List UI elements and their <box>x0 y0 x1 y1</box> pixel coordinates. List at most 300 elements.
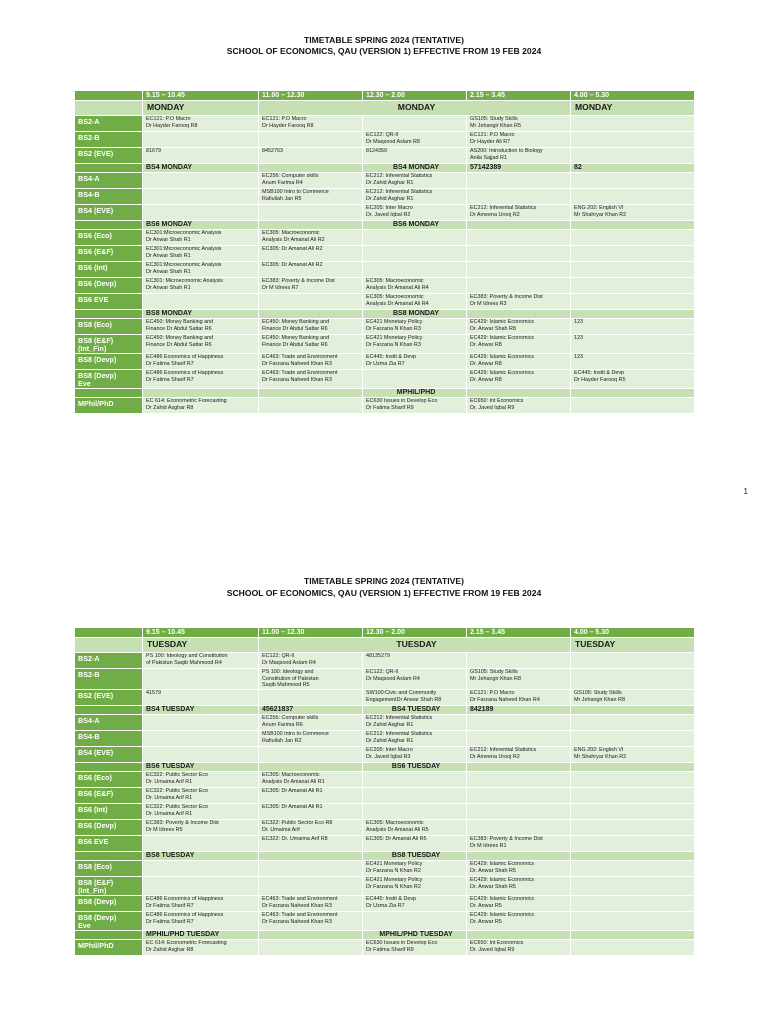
section-subheader-row <box>75 221 695 230</box>
class-cell <box>571 715 695 731</box>
section-cell <box>259 310 363 319</box>
row-label: BS6 (E&F) <box>75 246 143 262</box>
section-cell: 45621837 <box>259 706 363 715</box>
class-cell: EC122: QR-II Dr Maqsood Aslam R4 <box>259 653 363 669</box>
class-cell: EC450: Money Banking and Finance Dr Abdul Sattar R6 <box>143 319 259 335</box>
timetable-row <box>75 836 695 852</box>
class-cell <box>363 116 467 132</box>
class-cell: EC 614: Econometric Forecasting Dr Zahid Asghar R8 <box>143 398 259 414</box>
timetable-row <box>75 205 695 221</box>
class-cell <box>467 788 571 804</box>
class-cell: EC445: Instit & Devp Dr Uzma Zia R7 <box>363 354 467 370</box>
section-cell <box>467 389 571 398</box>
class-cell <box>467 653 571 669</box>
page-number: 1 <box>743 487 748 496</box>
class-cell: EC121: P.O Macro Dr Hayder Ali R7 <box>467 132 571 148</box>
class-cell: EC429: Islamic Economics Dr. Anwar R5 <box>467 912 571 931</box>
class-cell: EC121: P.O Macro Dr Farzana Naheed Khan R4 <box>467 690 571 706</box>
timetable-row <box>75 335 695 354</box>
class-cell <box>467 246 571 262</box>
class-cell <box>143 731 259 747</box>
section-title-left: BS8 MONDAY <box>143 310 259 319</box>
class-cell: EC445: Instit & Devp Dr Hayder Farooq R5 <box>571 370 695 389</box>
day-label-last: TUESDAY <box>571 638 695 653</box>
class-cell: EC301:Microeconomic Analysis Dr Anwar Shah R1 <box>143 246 259 262</box>
class-cell <box>571 940 695 956</box>
class-cell: EC205: Inter Macro Dr. Javed Iqbal R3 <box>363 747 467 763</box>
class-cell: 8452763 <box>259 148 363 164</box>
class-cell <box>467 230 571 246</box>
section-row-label-blank <box>75 310 143 319</box>
class-cell <box>143 189 259 205</box>
row-label: BS8 (Eco) <box>75 319 143 335</box>
class-cell <box>363 804 467 820</box>
time-slot-4: 2.15 – 3.45 <box>467 91 571 101</box>
class-cell: EC301: Microeconomic Analysis Dr Anwar Shah R1 <box>143 278 259 294</box>
timetable-row <box>75 262 695 278</box>
day-header-row <box>75 638 695 653</box>
section-subheader-row <box>75 763 695 772</box>
section-cell <box>571 389 695 398</box>
page-title-line2: SCHOOL OF ECONOMICS, QAU (VERSION 1) EFFECTIVE FROM 19 FEB 2024 <box>226 46 542 56</box>
class-cell: 48135279 <box>363 653 467 669</box>
day-label-last: MONDAY <box>571 101 695 116</box>
timetable-row <box>75 370 695 389</box>
class-cell <box>363 912 467 931</box>
row-label: BS2-B <box>75 669 143 690</box>
section-title-left: MPHIL/PHD TUESDAY <box>143 931 259 940</box>
class-cell <box>571 230 695 246</box>
time-slot-3: 12.30 – 2.00 <box>363 91 467 101</box>
class-cell: EC122: QR-II Dr Maqsood Aslam R8 <box>363 132 467 148</box>
class-cell <box>467 731 571 747</box>
day-label-first: MONDAY <box>143 101 259 116</box>
class-cell <box>363 772 467 788</box>
row-label: BS2-A <box>75 653 143 669</box>
timetable-row <box>75 230 695 246</box>
timetable-row <box>75 653 695 669</box>
section-title-center: BS4 TUESDAY <box>363 706 467 715</box>
timetable-row <box>75 354 695 370</box>
row-label: BS8 (Devp) <box>75 896 143 912</box>
section-title-left: BS8 TUESDAY <box>143 852 259 861</box>
class-cell <box>259 205 363 221</box>
class-cell <box>571 861 695 877</box>
section-title-center: BS8 MONDAY <box>363 310 467 319</box>
row-label: BS2 (EVE) <box>75 690 143 706</box>
class-cell: EC305: Macroeconomic Analysis Dr Amanat Ali R5 <box>363 820 467 836</box>
section-subheader-row <box>75 931 695 940</box>
timetable-row <box>75 690 695 706</box>
section-title-center: BS4 MONDAY <box>363 164 467 173</box>
section-cell <box>467 221 571 230</box>
class-cell: EC322: Dr. Umaima Arif R8 <box>259 836 363 852</box>
class-cell <box>143 747 259 763</box>
class-cell: EC463: Trade and Environment Dr Farzana Naheed Khan R3 <box>259 896 363 912</box>
class-cell: MSB100 Intro to Commerce Rafiullah Jan R2 <box>259 731 363 747</box>
class-cell <box>467 173 571 189</box>
class-cell <box>259 690 363 706</box>
row-label: BS2-A <box>75 116 143 132</box>
class-cell <box>571 173 695 189</box>
class-cell <box>259 940 363 956</box>
row-label: BS2 (EVE) <box>75 148 143 164</box>
row-label: BS6 (Int) <box>75 804 143 820</box>
timetable-row <box>75 294 695 310</box>
class-cell: AS200: Introduction to Biology Anila Sajjad R1 <box>467 148 571 164</box>
class-cell: EC421 Monetary Policy Dr Farzana N Khan R2 <box>363 877 467 896</box>
section-title-center: BS6 TUESDAY <box>363 763 467 772</box>
section-title-center: BS6 MONDAY <box>363 221 467 230</box>
section-subheader-row <box>75 852 695 861</box>
section-title-left: BS4 MONDAY <box>143 164 259 173</box>
section-title-left: BS6 TUESDAY <box>143 763 259 772</box>
row-label: BS4-B <box>75 731 143 747</box>
timetable-row <box>75 246 695 262</box>
class-cell <box>571 772 695 788</box>
timetable-row <box>75 940 695 956</box>
timetable-monday <box>74 90 695 414</box>
section-row-label-blank <box>75 706 143 715</box>
section-title-center: MPHIL/PHD TUESDAY <box>363 931 467 940</box>
row-label: BS2-B <box>75 132 143 148</box>
day-label-first: TUESDAY <box>143 638 259 653</box>
timetable-row <box>75 132 695 148</box>
class-cell: ENG 202: English VI Mr Shahryar Khan R2 <box>571 747 695 763</box>
class-cell <box>259 861 363 877</box>
section-title-left: BS6 MONDAY <box>143 221 259 230</box>
class-cell: EC429: Islamic Economics Dr. Anwar R8 <box>467 335 571 354</box>
class-cell: EC301:Microeconomic Analysis Dr Anwar Shah R1 <box>143 262 259 278</box>
row-label: BS8 (Devp) Eve <box>75 370 143 389</box>
section-cell <box>259 763 363 772</box>
class-cell: EC463: Trade and Environment Dr Farzana Naheed Khan R3 <box>259 912 363 931</box>
class-cell: EC212: Inferential Statistics Dr Ameena Urooj R2 <box>467 205 571 221</box>
class-cell <box>259 398 363 414</box>
class-cell <box>259 747 363 763</box>
row-label: BS8 (Devp) Eve <box>75 912 143 931</box>
class-cell: 123 <box>571 319 695 335</box>
section-row-label-blank <box>75 389 143 398</box>
class-cell: EC301:Microeconomic Analysis Dr Anwar Shah R1 <box>143 230 259 246</box>
corner-cell <box>75 628 143 638</box>
class-cell <box>143 715 259 731</box>
section-cell <box>259 389 363 398</box>
class-cell <box>259 877 363 896</box>
time-slot-4: 2.15 – 3.45 <box>467 628 571 638</box>
class-cell <box>571 148 695 164</box>
class-cell: GS105: Study Skills Mr Jehangir Khan R8 <box>467 669 571 690</box>
class-cell <box>259 294 363 310</box>
class-cell: EC322: Public Sector Eco R8 Dr. Umaima Arif <box>259 820 363 836</box>
class-cell: ENG 202: English VI Mr Shahryar Khan R2 <box>571 205 695 221</box>
time-slot-3: 12.30 – 2.00 <box>363 628 467 638</box>
section-cell <box>571 931 695 940</box>
time-slot-5: 4.00 – 5.30 <box>571 91 695 101</box>
row-label: BS4-B <box>75 189 143 205</box>
class-cell: PS 100: Ideology and Constitution of Pakistan Saqib Mahmood R4 <box>143 653 259 669</box>
day-header-blank <box>75 638 143 653</box>
row-label: BS6 (Int) <box>75 262 143 278</box>
class-cell: EC383: Poverty & Income Dist Dr M Idrees R7 <box>259 278 363 294</box>
class-cell <box>571 132 695 148</box>
time-slot-2: 11.00 – 12.30 <box>259 91 363 101</box>
class-cell: EC630 Issues in Develop Eco Dr Fatima Sharif R9 <box>363 940 467 956</box>
class-cell: EC 614: Econometric Forecasting Dr Zahid Asghar R8 <box>143 940 259 956</box>
section-title-center: MPHIL/PHD <box>363 389 467 398</box>
class-cell <box>143 294 259 310</box>
row-label: BS8 (E&F) (Int_Fin) <box>75 877 143 896</box>
class-cell: EC305: Dr Amanat Ali R5 <box>363 836 467 852</box>
timetable-row <box>75 148 695 164</box>
class-cell: GS105: Study Skills Mr Jehangir Khan R5 <box>467 116 571 132</box>
class-cell <box>571 189 695 205</box>
class-cell <box>363 246 467 262</box>
section-row-label-blank <box>75 931 143 940</box>
class-cell: EC486 Economics of Happiness Dr Fatima Sharif R7 <box>143 896 259 912</box>
section-cell: 57142389 <box>467 164 571 173</box>
section-cell <box>571 221 695 230</box>
time-slot-1: 9.15 – 10.45 <box>143 91 259 101</box>
page-title-line1: TIMETABLE SPRING 2024 (TENTATIVE) <box>304 576 464 586</box>
timetable-row <box>75 788 695 804</box>
section-subheader-row <box>75 310 695 319</box>
class-cell: EC463: Trade and Environment Dr Farzana Naheed Khan R3 <box>259 370 363 389</box>
class-cell: EC305: Macroeconomic Analysis Dr Amanat Ali R2 <box>259 230 363 246</box>
section-cell: 82 <box>571 164 695 173</box>
class-cell: EC212: Inferential Statistics Dr Zahid Asghar R1 <box>363 189 467 205</box>
section-subheader-row <box>75 706 695 715</box>
class-cell <box>571 278 695 294</box>
class-cell: EC486 Economics of Happiness Dr Fatima Sharif R7 <box>143 370 259 389</box>
section-cell <box>467 852 571 861</box>
class-cell: EC305: Dr Amanat Ali R1 <box>259 804 363 820</box>
class-cell: EC322: Public Sector Eco Dr. Umaima Arif R1 <box>143 772 259 788</box>
class-cell: EC445: Instit & Devp Dr Uzma Zia R7 <box>363 896 467 912</box>
row-label: BS8 (E&F) (Int_Fin) <box>75 335 143 354</box>
row-label: BS6 (Devp) <box>75 278 143 294</box>
class-cell: EC305: Dr Amanat Ali R2 <box>259 246 363 262</box>
class-cell: EC650: Int Economics Dr. Javed Iqbal R9 <box>467 398 571 414</box>
day-label-center: TUESDAY <box>259 638 571 653</box>
class-cell <box>571 804 695 820</box>
class-cell: MSB100 Intro to Commerce Rafiullah Jan R5 <box>259 189 363 205</box>
class-cell <box>571 294 695 310</box>
row-label: MPhil/PhD <box>75 940 143 956</box>
class-cell <box>571 653 695 669</box>
day-label-center: MONDAY <box>259 101 571 116</box>
class-cell: EC429: Islamic Economics Dr. Anwar Shah R5 <box>467 877 571 896</box>
section-cell <box>467 763 571 772</box>
class-cell <box>467 820 571 836</box>
section-cell <box>571 852 695 861</box>
timetable-row <box>75 896 695 912</box>
class-cell: EC212: Inferential Statistics Dr Ameena Urooj R2 <box>467 747 571 763</box>
section-cell <box>259 164 363 173</box>
class-cell <box>571 669 695 690</box>
day-header-blank <box>75 101 143 116</box>
section-cell <box>259 852 363 861</box>
class-cell <box>143 836 259 852</box>
section-title-left: BS4 TUESDAY <box>143 706 259 715</box>
class-cell: 123 <box>571 335 695 354</box>
class-cell: EC305: Macroeconomic Analysis Dr Amanat Ali R4 <box>363 278 467 294</box>
timetable-row <box>75 772 695 788</box>
section-cell <box>467 931 571 940</box>
row-label: BS6 (Devp) <box>75 820 143 836</box>
class-cell: EC212: Inferential Statistics Dr Zahid Asghar R1 <box>363 173 467 189</box>
row-label: BS6 EVE <box>75 294 143 310</box>
section-cell <box>259 221 363 230</box>
class-cell <box>143 861 259 877</box>
class-cell <box>571 836 695 852</box>
class-cell: EC212: Inferential Statistics Dr Zahid Asghar R1 <box>363 731 467 747</box>
timetable-row <box>75 398 695 414</box>
class-cell <box>571 731 695 747</box>
page-title-line2: SCHOOL OF ECONOMICS, QAU (VERSION 1) EFFECTIVE FROM 19 FEB 2024 <box>226 588 542 598</box>
class-cell <box>571 820 695 836</box>
time-slot-header-row <box>75 91 695 101</box>
timetable-row <box>75 820 695 836</box>
class-cell: EC429: Islamic Economics Dr. Anwar R8 <box>467 354 571 370</box>
class-cell: 8124359 <box>363 148 467 164</box>
timetable-row <box>75 278 695 294</box>
row-label: BS6 (E&F) <box>75 788 143 804</box>
class-cell: EC429: Islamic Economics Dr. Anwar R8 <box>467 370 571 389</box>
class-cell <box>467 804 571 820</box>
class-cell <box>571 912 695 931</box>
class-cell <box>571 877 695 896</box>
class-cell <box>571 116 695 132</box>
class-cell <box>259 132 363 148</box>
time-slot-2: 11.00 – 12.30 <box>259 628 363 638</box>
class-cell <box>143 173 259 189</box>
time-slot-1: 9.15 – 10.45 <box>143 628 259 638</box>
timetable-row <box>75 804 695 820</box>
class-cell <box>363 788 467 804</box>
timetable-row <box>75 861 695 877</box>
row-label: BS4-A <box>75 715 143 731</box>
timetable-row <box>75 747 695 763</box>
timetable-row <box>75 669 695 690</box>
section-cell <box>259 931 363 940</box>
row-label: BS8 (Eco) <box>75 861 143 877</box>
class-cell: EC121: P.O Macro Dr Hayder Farooq R8 <box>259 116 363 132</box>
class-cell: EC256: Computer skills Anum Farima R4 <box>259 173 363 189</box>
class-cell: EC121: P.O Macro Dr Hayder Farooq R8 <box>143 116 259 132</box>
section-subheader-row <box>75 164 695 173</box>
class-cell: EC322: Public Sector Eco Dr. Umaima Arif R1 <box>143 788 259 804</box>
class-cell: EC122: QR-II Dr Maqsood Aslam R4 <box>363 669 467 690</box>
time-slot-5: 4.00 – 5.30 <box>571 628 695 638</box>
section-row-label-blank <box>75 763 143 772</box>
class-cell: EC205: Inter Macro Dr. Javed Iqbal R2 <box>363 205 467 221</box>
class-cell: 41579 <box>143 690 259 706</box>
class-cell: EC383: Poverty & Income Dist Dr M Idrees R3 <box>467 294 571 310</box>
class-cell: EC429: Islamic Economics Dr. Anwar Shah R8 <box>467 319 571 335</box>
class-cell <box>571 896 695 912</box>
class-cell: EC650: Int Economics Dr. Javed Iqbal R9 <box>467 940 571 956</box>
class-cell <box>143 132 259 148</box>
timetable-tuesday <box>74 627 695 956</box>
class-cell: EC486 Economics of Happiness Dr Fatima Sharif R7 <box>143 912 259 931</box>
row-label: BS8 (Devp) <box>75 354 143 370</box>
section-cell <box>571 763 695 772</box>
timetable-row <box>75 877 695 896</box>
class-cell: EC450: Money Banking and Finance Dr Abdul Sattar R6 <box>259 335 363 354</box>
class-cell: EC429: Islamic Economics Dr. Anwar Shah R5 <box>467 861 571 877</box>
timetable-row <box>75 189 695 205</box>
section-row-label-blank <box>75 221 143 230</box>
class-cell: SW100:Civic and Community EngagementDr Anwar Shah R8 <box>363 690 467 706</box>
class-cell <box>143 205 259 221</box>
class-cell: EC305: Macroeconomic Analysis Dr Amanat Ali R4 <box>363 294 467 310</box>
section-row-label-blank <box>75 164 143 173</box>
class-cell <box>467 262 571 278</box>
class-cell: EC421 Monetary Policy Dr Farzana N Khan R3 <box>363 335 467 354</box>
class-cell: EC212: Inferential Statistics Dr Zahid Asghar R1 <box>363 715 467 731</box>
corner-cell <box>75 91 143 101</box>
section-subheader-row <box>75 389 695 398</box>
row-label: MPhil/PhD <box>75 398 143 414</box>
class-cell <box>143 877 259 896</box>
section-title-center: BS8 TUESDAY <box>363 852 467 861</box>
row-label: BS4 (EVE) <box>75 747 143 763</box>
class-cell: EC463: Trade and Environment Dr Farzana Naheed Khan R3 <box>259 354 363 370</box>
class-cell: EC486 Economics of Happiness Dr Fatima Sharif R7 <box>143 354 259 370</box>
class-cell: GS105: Study Skills Mr Jehangir Khan R8 <box>571 690 695 706</box>
class-cell: EC450: Money Banking and Finance Dr Abdul Sattar R6 <box>143 335 259 354</box>
row-label: BS6 (Eco) <box>75 772 143 788</box>
class-cell: 123 <box>571 354 695 370</box>
timetable-row <box>75 173 695 189</box>
class-cell <box>571 246 695 262</box>
class-cell: 81679 <box>143 148 259 164</box>
class-cell <box>143 669 259 690</box>
timetable-row <box>75 731 695 747</box>
class-cell: EC630 Issues in Develop Eco Dr Fatima Sharif R9 <box>363 398 467 414</box>
section-cell <box>571 706 695 715</box>
class-cell: EC322: Public Sector Eco Dr. Umaima Arif R1 <box>143 804 259 820</box>
section-row-label-blank <box>75 852 143 861</box>
class-cell <box>571 398 695 414</box>
class-cell: EC421 Monetary Policy Dr Farzana N Khan R3 <box>363 319 467 335</box>
class-cell: EC429: Islamic Economics Dr. Anwar R5 <box>467 896 571 912</box>
row-label: BS4 (EVE) <box>75 205 143 221</box>
section-title-left <box>143 389 259 398</box>
row-label: BS4-A <box>75 173 143 189</box>
class-cell <box>363 262 467 278</box>
class-cell <box>467 715 571 731</box>
row-label: BS6 (Eco) <box>75 230 143 246</box>
class-cell <box>467 189 571 205</box>
class-cell: EC421 Monetary Policy Dr Farzana N Khan R2 <box>363 861 467 877</box>
class-cell: EC305: Dr Amanat Ali R1 <box>259 788 363 804</box>
class-cell <box>467 278 571 294</box>
class-cell: EC383: Poverty & Income Dist Dr M Idrees R5 <box>143 820 259 836</box>
class-cell: EC305: Macroeconomic Analysis Dr Amanat Ali R1 <box>259 772 363 788</box>
section-cell <box>467 310 571 319</box>
timetable-row <box>75 116 695 132</box>
class-cell <box>571 788 695 804</box>
row-label: BS6 EVE <box>75 836 143 852</box>
class-cell: PS 100: Ideology and Constitution of Pakistan Saqib Mahmood R5 <box>259 669 363 690</box>
class-cell <box>363 370 467 389</box>
time-slot-header-row <box>75 628 695 638</box>
class-cell <box>571 262 695 278</box>
page-title-line1: TIMETABLE SPRING 2024 (TENTATIVE) <box>304 35 464 45</box>
class-cell <box>363 230 467 246</box>
